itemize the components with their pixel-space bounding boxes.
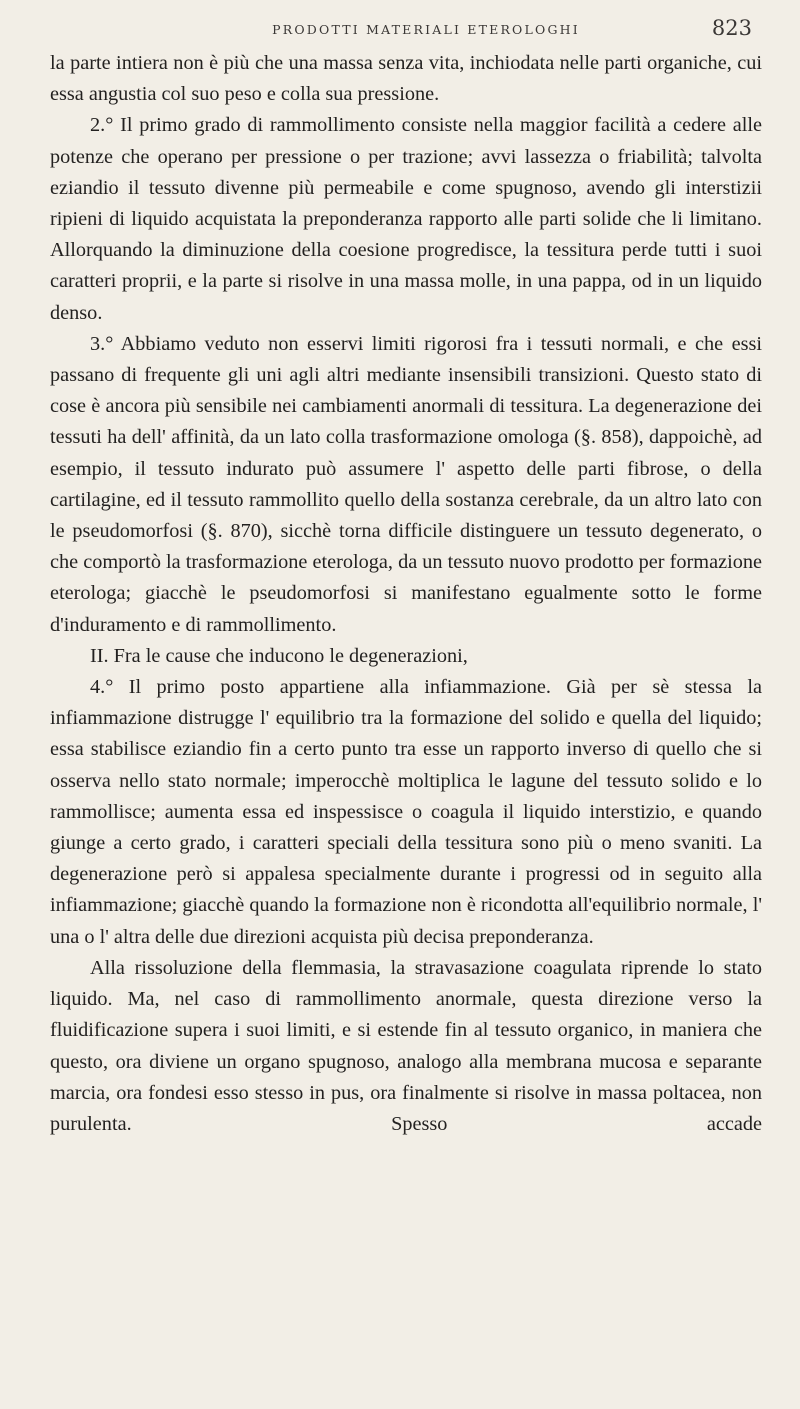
book-page	[0, 10, 800, 1409]
body-text	[50, 48, 762, 1140]
paragraph-flemmasia: Alla rissoluzione della flemmasia, la stravasazione coagulata riprende lo stato liquido. Ma, nel caso di rammollimento anormale, questa direzione verso la fluidificazione supera i suoi limiti, e si estende fin al tessuto organico, in maniera che questo, ora diviene un organo spugnoso, analogo alla membrana mucosa e separante marcia, ora fondesi esso stesso in pus, ora finalmente si risolve in massa poltacea, non purulenta. Spesso accade	[50, 956, 762, 1135]
section-heading-ii: II. Fra le cause che inducono le degenerazioni,	[90, 644, 468, 667]
running-title: PRODOTTI MATERIALI ETEROLOGHI	[272, 22, 580, 37]
paragraph-continuation: la parte intiera non è più che una massa senza vita, inchiodata nelle parti organiche, cui essa angustia col suo peso e colla sua pressione.	[50, 52, 762, 106]
paragraph-point-3: 3.° Abbiamo veduto non esservi limiti rigorosi fra i tessuti normali, e che essi passano di frequente gli uni agli altri mediante insensibili transizioni. Questo stato di cose è ancora più sensibile nei cambiamenti anormali di tessitura. La degenerazione dei tessuti ha dell' affinità, da un lato colla trasformazione omologa (§. 858), dappoichè, ad esempio, il tessuto indurato può assumere l' aspetto delle parti fibrose, o della cartilagine, ed il tessuto rammollito quello della sostanza cerebrale, da un altro lato con le pseudomorfosi (§. 870), sicchè torna difficile distinguere un tessuto degenerato, o che comportò la trasformazione eterologa, da un tessuto nuovo prodotto per formazione eterologa; giacchè le pseudomorfosi si manifestano egualmente sotto le forme d'induramento e di rammollimento.	[50, 332, 762, 636]
paragraph-point-2: 2.° Il primo grado di rammollimento consiste nella maggior facilità a cedere alle potenze che operano per pressione o per trazione; avvi lassezza o friabilità; talvolta eziandio il tessuto divenne più permeabile e come spugnoso, avendo gli interstizii ripieni di liquido acquistata la preponderanza rapporto alle parti solide che li limitano. Allorquando la diminuzione della coesione progredisce, la tessitura perde tutti i suoi caratteri proprii, e la parte si risolve in una massa molle, in una pappa, od in un liquido denso.	[50, 114, 762, 324]
page-number: 823	[711, 16, 752, 40]
running-head	[50, 10, 762, 44]
paragraph-point-4: 4.° Il primo posto appartiene alla infiammazione. Già per sè stessa la infiammazione distrugge l' equilibrio tra la formazione del solido e quella del liquido; essa stabilisce eziandio fin a certo punto tra esse un rapporto inverso di quello che si osserva nello stato normale; imperocchè moltiplica le lagune del tessuto solido e lo rammollisce; aumenta essa ed inspessisce o coagula il liquido interstizio, e quando giunge a certo grado, i caratteri speciali della tessitura sono più o meno svaniti. La degenerazione però si appalesa specialmente durante i progressi od in seguito alla infiammazione; giacchè quando la formazione non è ricondotta all'equilibrio normale, l' una o l' altra delle due direzioni acquista più decisa preponderanza.	[50, 676, 762, 948]
